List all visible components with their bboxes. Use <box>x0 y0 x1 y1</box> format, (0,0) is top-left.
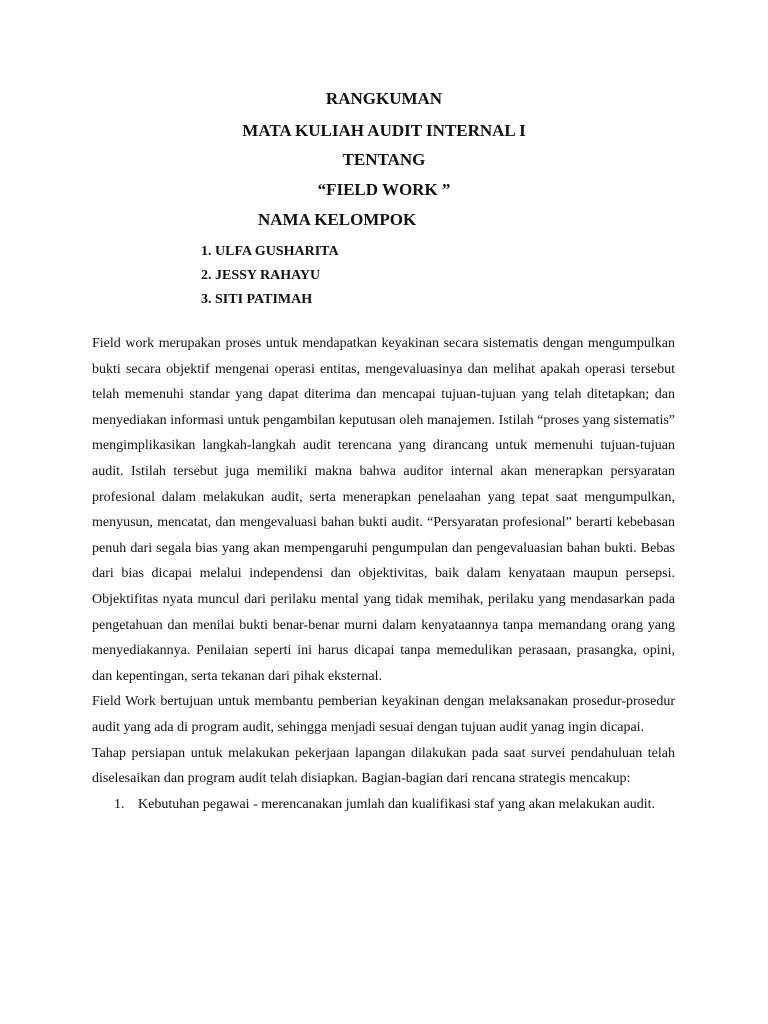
member-item: 2. JESSY RAHAYU <box>201 268 321 283</box>
body-text <box>92 331 675 817</box>
paragraph-field-work-purpose: Field Work bertujuan untuk membantu pemberian keyakinan dengan melaksanakan prosedur-prosedur audit yang ada di program audit, sehingga menjadi sesuai dengan tujuan audit yanag ingin dicapai. <box>92 694 675 735</box>
list-item <box>114 792 675 818</box>
member-item: 3. SITI PATIMAH <box>201 292 313 307</box>
list-item-number: 1. <box>114 796 125 812</box>
numbered-list <box>92 792 675 818</box>
title-topic: “FIELD WORK ” <box>317 180 451 199</box>
member-item: 1. ULFA GUSHARITA <box>201 244 339 259</box>
paragraph-field-work-definition: Field work merupakan proses untuk mendapatkan keyakinan secara sistematis dengan mengumpulkan bukti secara objektif mengenai operasi entitas, mengevaluasinya dan melihat apakah operasi tersebut telah memenuhi standar yang dapat diterima dan mencapai tujuan-tujuan yang telah ditetapkan; dan menyediakan informasi untuk pengambilan keputusan oleh manajemen. Istilah “proses yang sistematis” mengimplikasikan langkah-langkah audit terencana yang dirancang untuk memenuhi tujuan-tujuan audit. Istilah tersebut juga memiliki makna bahwa auditor internal akan menerapkan persyaratan profesional dalam melakukan audit, serta menerapkan penelaahan yang tepat saat mengumpulkan, menyusun, mencatat, dan mengevaluasi bahan bukti audit. “Persyaratan profesional” berarti kebebasan penuh dari segala bias yang akan mempengaruhi pengumpulan dan pengevaluasian bahan bukti. Bebas dari bias dicapai melalui independensi dan objektivitas, baik dalam kenyataan maupun persepsi. Objektifitas nyata muncul dari perilaku mental yang tidak memihak, perilaku yang mendasarkan pada pengetahuan dan menilai bukti benar-benar murni dalam kenyataannya tanpa memandang orang yang menyediakannya. Penilaian seperti ini harus dicapai tanpa memedulikan perasaan, prasangka, opini, dan kepentingan, serta tekanan dari pihak eksternal. <box>92 336 675 684</box>
list-item-text: Kebutuhan pegawai - merencanakan jumlah dan kualifikasi staf yang akan melakukan audit. <box>138 796 656 812</box>
paragraph-preparation-stage: Tahap persiapan untuk melakukan pekerjaan lapangan dilakukan pada saat survei pendahuluan telah diselesaikan dan program audit telah disiapkan. Bagian-bagian dari rencana strategis mencakup: <box>92 745 675 787</box>
title-group-label: NAMA KELOMPOK <box>258 210 417 229</box>
member-list <box>201 240 339 312</box>
title-course: MATA KULIAH AUDIT INTERNAL I <box>242 121 526 140</box>
title-tentang: TENTANG <box>342 150 426 169</box>
title-rangkuman: RANGKUMAN <box>325 89 443 108</box>
